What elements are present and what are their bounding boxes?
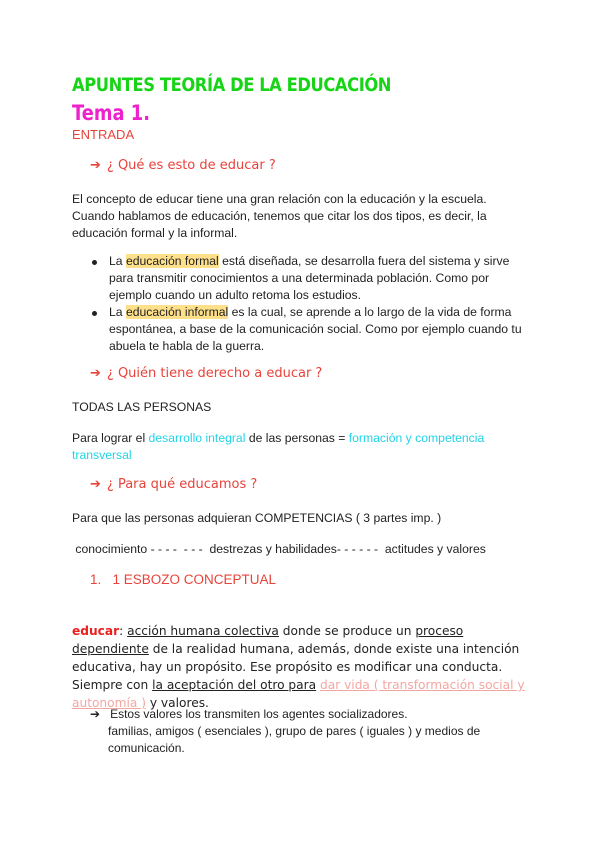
intro-line-1: El concepto de educar tiene una gran relación con la educación y la escuela.	[72, 192, 487, 206]
def-t1: donde se produce un	[278, 624, 416, 638]
def-colon: :	[119, 624, 128, 638]
bullet-line-1: es la cual, se aprende a lo largo de la vida de forma	[228, 305, 512, 319]
arrow-icon: ➔	[90, 477, 101, 492]
esbozo-label: 1 ESBOZO CONCEPTUAL	[112, 572, 277, 587]
bullet-line-2: para transmitir conocimientos a una determinada población. Como por	[109, 271, 490, 285]
transversal: transversal	[72, 448, 132, 462]
bullet-pre: La	[109, 254, 126, 268]
bullet-line-3: ejemplo cuando un adulto retoma los estudios.	[109, 288, 362, 302]
accion-humana: acción humana colectiva	[127, 624, 279, 638]
list-item	[80, 304, 540, 355]
bullet-icon	[92, 260, 97, 265]
dar-vida: dar vida ( transformación social y autonomía )	[72, 678, 525, 710]
lograr-paragraph	[72, 430, 542, 464]
competencias-line: Para que las personas adquieran COMPETENCIAS ( 3 partes imp. )	[72, 511, 442, 525]
todas-las-personas: TODAS LAS PERSONAS	[72, 400, 212, 414]
arrow-icon: ➔	[90, 707, 101, 721]
arrow-icon: ➔	[90, 158, 101, 173]
lograr-pre: Para lograr el	[72, 431, 149, 445]
bullet-pre: La	[109, 305, 126, 319]
entrada-label: ENTRADA	[72, 127, 135, 142]
def-t2: de la realidad humana, además, donde existe una intención educativa, hay un propósito. Ese propósito es modificar una conducta. Siempre con	[72, 642, 520, 692]
tema-heading: Tema 1.	[72, 101, 150, 125]
intro-paragraph	[72, 191, 542, 242]
bullet-line-1: está diseñada, se desarrolla fuera del sistema y sirve	[218, 254, 510, 268]
question-3	[90, 477, 257, 492]
esbozo-heading	[90, 572, 276, 587]
agentes-block	[90, 706, 540, 757]
intro-line-2: Cuando hablamos de educación, tenemos que citar los dos tipos, es decir, la	[72, 209, 487, 223]
question-2	[90, 366, 322, 381]
question-1-text: ¿ Qué es esto de educar ?	[106, 158, 276, 173]
question-2-text: ¿ Quién tiene derecho a educar ?	[106, 366, 323, 381]
highlight-educacion-formal: educación formal	[125, 254, 219, 268]
arrow-icon: ➔	[90, 366, 101, 381]
question-3-text: ¿ Para qué educamos ?	[106, 477, 258, 492]
partes-line: conocimiento - - - - - - - destrezas y habilidades- - - - - - actitudes y valores	[72, 542, 486, 556]
proceso-dependiente: proceso dependiente	[72, 624, 464, 656]
lograr-mid: de las personas =	[245, 431, 349, 445]
educar-definition	[72, 622, 530, 712]
bullet-line-3: abuela te habla de la guerra.	[109, 339, 265, 353]
document-title: APUNTES TEORÍA DE LA EDUCACIÓN	[72, 74, 392, 96]
desarrollo-integral: desarrollo integral	[148, 431, 246, 445]
agentes-line-3: comunicación.	[108, 741, 185, 755]
aceptacion-del-otro: la aceptación del otro para	[152, 678, 317, 692]
bullet-line-2: espontánea, a base de la comunicación social. Como por ejemplo cuando tu	[109, 322, 522, 336]
esbozo-number: 1.	[90, 572, 102, 587]
question-1	[90, 158, 276, 173]
bullet-icon	[92, 311, 97, 316]
formacion-competencia: formación y competencia	[348, 431, 485, 445]
education-types-list	[80, 253, 540, 355]
def-t4: y valores.	[145, 696, 209, 710]
agentes-line-2: familias, amigos ( esenciales ), grupo de pares ( iguales ) y medios de	[108, 724, 481, 738]
highlight-educacion-informal: educación informal	[125, 305, 229, 319]
educar-term: educar	[72, 624, 120, 638]
agentes-line-1: Estos valores los transmiten los agentes socializadores.	[110, 707, 408, 721]
intro-line-3: educación formal y la informal.	[72, 226, 238, 240]
list-item	[80, 253, 540, 304]
